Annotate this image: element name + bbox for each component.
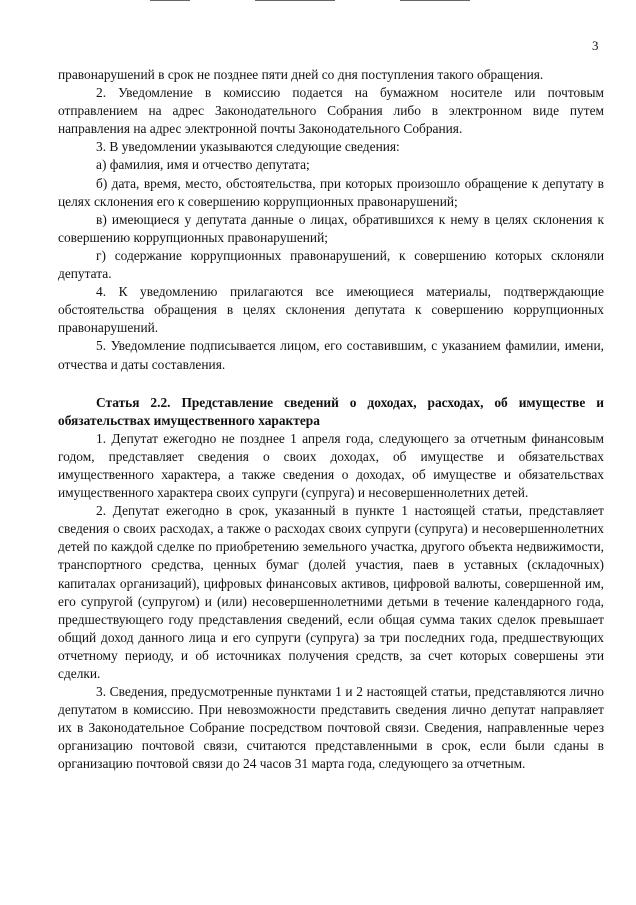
intro-paragraph-item-3: 3. В уведомлении указываются следующие сведения: [96, 139, 400, 155]
article-paragraph-1: 1. Депутат ежегодно не позднее 1 апреля года, следующего за отчетным финансовым годом, представляет сведения о своих доходах, об имуществе и обязательствах имущественного характера, а также сведения о доходах, об имуществе и обязательствах имущественного характера своих супруги (супруга) и несовершеннолетних детей. [58, 430, 604, 501]
scan-edge-line-middle [255, 0, 335, 1]
intro-subitem-v: в) имеющиеся у депутата данные о лицах, обратившихся к нему в целях склонения к совершению коррупционных правонарушений; [58, 211, 604, 245]
intro-subitem-a: а) фамилия, имя и отчество депутата; [96, 157, 310, 173]
intro-paragraph-item-2: 2. Уведомление в комиссию подается на бумажном носителе или почтовым отправлением на адрес Законодательного Собрания либо в электронном виде путем направления на адрес электронной почты Законодательного Собрания. [58, 85, 604, 137]
scan-edge-line-left [150, 0, 190, 1]
intro-subitem-b: б) дата, время, место, обстоятельства, при которых произошло обращение к депутату в целях склонения его к совершению коррупционных правонарушений; [58, 175, 604, 209]
article-paragraph-2: 2. Депутат ежегодно в срок, указанный в пункте 1 настоящей статьи, представляет сведения о своих расходах, а также о расходах своих супруги (супруга) и несовершеннолетних детей по каждой сделке по приобретению земельного участка, другого объекта недвижимости, транспортного средства, ценных бумаг (долей участия, паев в уставных (складочных) капиталах организаций), цифровых финансовых активов, цифровой валюты, совершенной им, его супругой (супругом) и (или) несовершеннолетними детьми в течение календарного года, предшествующего году представления сведений, если общая сумма таких сделок превышает общий доход данного лица и его супруги (супруга) за три последних года, предшествующих отчетному периоду, и об источниках получения средств, за счет которых совершены эти сделки. [58, 503, 604, 681]
article-paragraph-3: 3. Сведения, предусмотренные пунктами 1 и 2 настоящей статьи, представляются лично депутатом в комиссию. При невозможности представить сведения лично депутат направляет их в Законодательное Собрание посредством почтовой связи. Сведения, направленные через организацию почтовой связи, считаются представленными в срок, если были сданы в организацию почтовой связи до 24 часов 31 марта года, следующего за отчетным. [58, 684, 604, 772]
article-heading: Статья 2.2. Представление сведений о доходах, расходах, об имуществе и обязательствах имущественного характера [58, 394, 604, 428]
page-number: 3 [592, 38, 599, 53]
intro-subitem-g: г) содержание коррупционных правонарушений, к совершению которых склоняли депутата. [58, 247, 604, 282]
intro-paragraph-continuation: правонарушений в срок не позднее пяти дней со дня поступления такого обращения. [58, 67, 544, 82]
intro-paragraph-item-4: 4. К уведомлению прилагаются все имеющиеся материалы, подтверждающие обстоятельства обращения в целях склонения депутата к совершению коррупционных правонарушений. [58, 284, 604, 336]
scan-edge-line-right [400, 0, 470, 1]
intro-paragraph-item-5: 5. Уведомление подписывается лицом, его составившим, с указанием фамилии, имени, отчества и даты составления. [58, 338, 604, 372]
document-body [58, 66, 604, 774]
